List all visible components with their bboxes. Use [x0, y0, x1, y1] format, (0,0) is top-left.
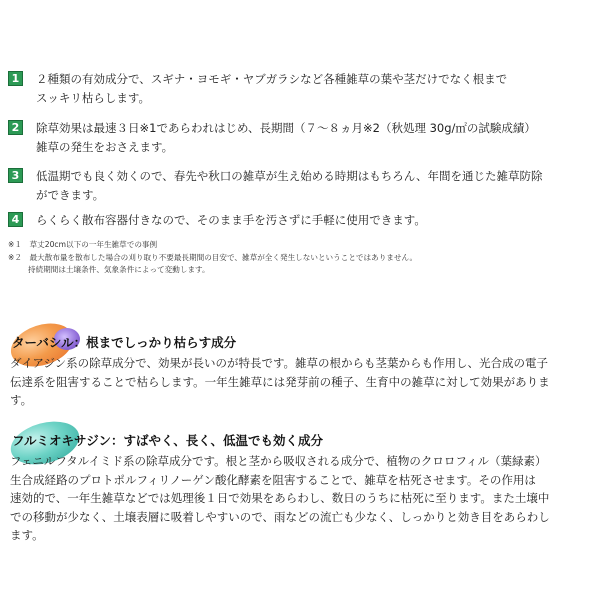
ingredient-section-flumioxazin: [8, 432, 592, 545]
footnote-2-continued: 持続期間は土壌条件、気象条件によって変動します。: [28, 265, 210, 274]
section-heading: フルミオキサジン：すばやく、長く、低温でも効く成分: [12, 433, 323, 448]
number-badge: 4: [8, 212, 23, 227]
section-heading: ターバシル：根までしっかり枯らす成分: [12, 335, 237, 350]
section-body: ダイアジン系の除草成分で、効果が長いのが特長です。雑草の根からも茎葉からも作用し、光合成の電子 伝達系を阻害することで枯らします。一年生雑草には発芽前の種子、生育中の雑草に対して効果がありま す。: [10, 356, 550, 407]
feature-text: ２種類の有効成分で、スギナ・ヨモギ・ヤブガラシなど各種雑草の葉や茎だけでなく根まで スッキリ枯らします。: [36, 72, 508, 105]
footnote-2: ※２ 最大散布量を散布した場合の刈り取り不要最長期間の目安で、雑草が全く発生しないということではありません。: [8, 252, 418, 262]
feature-text: らくらく散布容器付きなので、そのまま手を汚さずに手軽に使用できます。: [36, 213, 426, 227]
section-body: フェニルフタルイミド系の除草成分です。根と茎から吸収される成分で、植物のクロロフィル（葉緑素） 生合成経路のプロトポルフィリノーゲン酸化酵素を阻害することで、雑草を枯死させます。その作用は 速効的で、一年生雑草などでは処理後１日で効果をあらわし、数日のうちに枯死に至ります。また土壌中 での移動が少なく、土壌表層に吸着しやすいので、雨などの流亡も少なく、しっかりと効き目をあらわし ます。: [10, 454, 550, 542]
feature-point-2: [8, 119, 588, 157]
feature-text: 除草効果は最速３日※1であらわれはじめ、長期間（７～８ヵ月※2（秋処理 30g/㎡の試験成績） 雑草の発生をおさえます。: [36, 121, 536, 154]
number-badge: 3: [8, 168, 23, 183]
footnotes: [8, 239, 588, 277]
feature-point-3: [8, 167, 588, 205]
feature-point-4: [8, 211, 588, 230]
footnote-1: ※１ 草丈20cm以下の一年生雑草での事例: [8, 240, 158, 249]
feature-text: 低温期でも良く効くので、春先や秋口の雑草が生え始める時期はもちろん、年間を通じた雑草防除 ができます。: [36, 169, 543, 202]
ingredient-section-terbacil: [8, 334, 592, 410]
number-badge: 2: [8, 120, 23, 135]
feature-point-1: [8, 70, 588, 108]
number-badge: 1: [8, 71, 23, 86]
